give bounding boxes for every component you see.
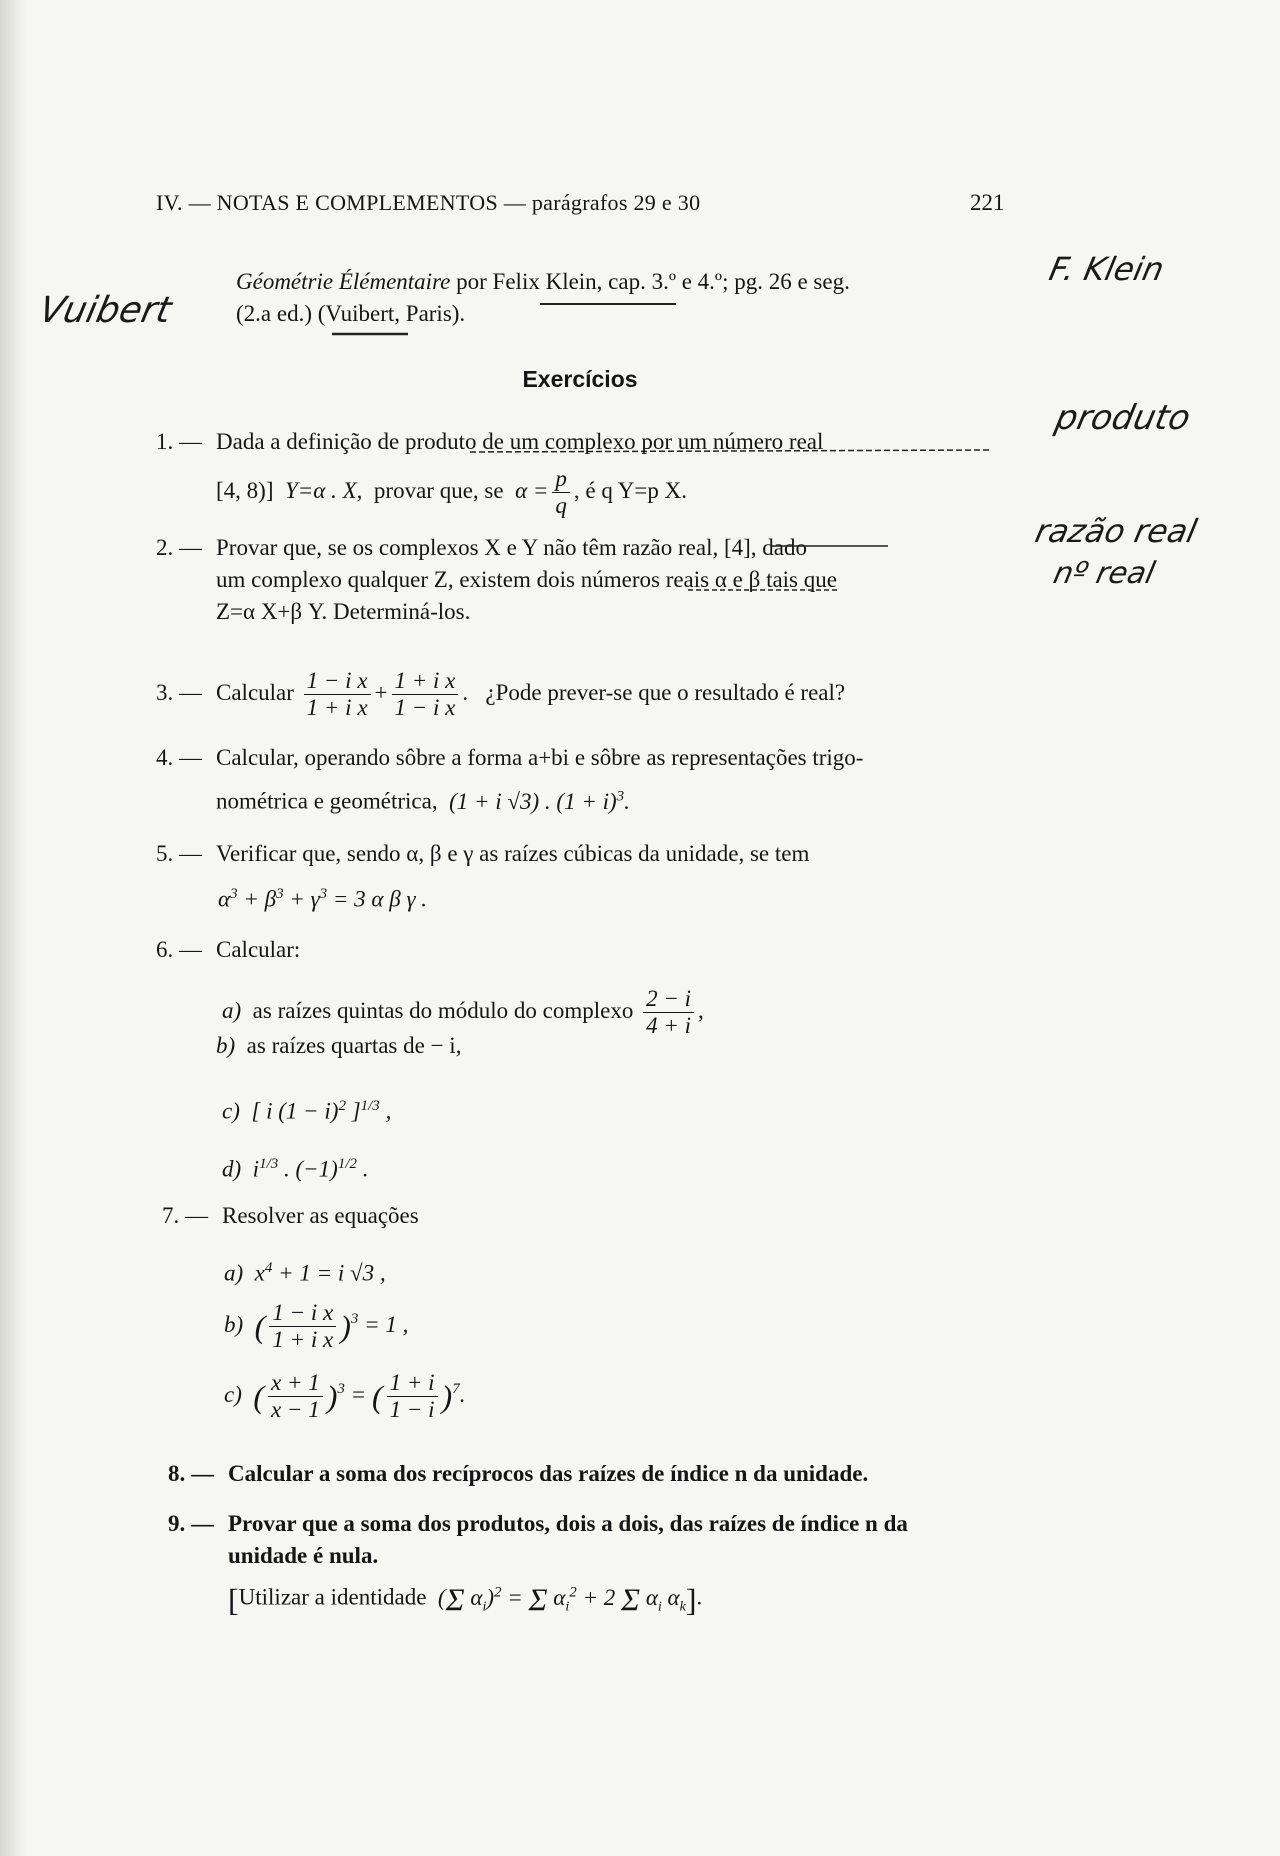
exercise-6d: d) $i^{1/3}$ . $(-1)^{1/2}$ .: [222, 1156, 369, 1182]
formula: Y=α . X,: [279, 477, 369, 503]
exercise-number: 8. —: [168, 1461, 214, 1486]
item-text: as raízes quartas de − i,: [246, 1033, 462, 1058]
exercise-text: Dada a definição de produto de um complexo por um número real: [216, 429, 824, 454]
exercise-6c: c) [ i $(1 - i)^2$ ]$^{1/3}$ ,: [222, 1098, 392, 1124]
exercise-number: 3. —: [156, 679, 202, 705]
exercise-number: 2. —: [156, 535, 202, 560]
exercise-3: 3. — Calcular $\frac{\text{1 − i x}}{\text{1 + i x}}$ + $\frac{\text{1 + i x}}{\text{1 − i x}}$ . ¿Pode prever-se que o resultado é real?: [156, 668, 846, 720]
exercise-9-hint: [Utilizar a identidade (Σ $\alpha_i)^2 = \Sigma$ $\alpha_i^2 + 2$ Σ $\alpha_i$ $\alpha_k$].: [228, 1581, 703, 1618]
exercise-text: Resolver as equações: [222, 1203, 419, 1228]
exercise-number: 6. —: [156, 937, 202, 962]
exercise-text: ¿Pode prever-se que o resultado é real?: [485, 679, 846, 705]
exercise-6b: b) as raízes quartas de − i,: [216, 1033, 462, 1058]
exercise-2-line3: Z=α X+β Y. Determiná-los.: [216, 599, 471, 624]
exercise-text: Utilizar a identidade: [238, 1584, 427, 1610]
exercise-number: 9. —: [168, 1511, 214, 1536]
margin-note-right: produto: [1051, 398, 1194, 438]
reference-edition: (2.a ed.) (Vuibert, Paris).: [236, 301, 466, 326]
exercise-text: Provar que, se os complexos X e Y não têm razão real, [4], dado: [216, 535, 807, 560]
exercise-2-line2: um complexo qualquer Z, existem dois números reais α e β tais que: [216, 567, 837, 592]
formula: (1 + i √3) . $(1 + i)^3$.: [443, 788, 630, 814]
exercise-number: 5. —: [156, 841, 202, 866]
fraction: $\frac{\text{1 − i x}}{\text{1 + i x}}$: [304, 668, 371, 721]
running-header: IV. — NOTAS E COMPLEMENTOS — parágrafos 29 e 30: [156, 190, 701, 215]
exercise-number: 1. —: [156, 429, 202, 454]
exercise-text: Calcular: [216, 679, 294, 705]
reference-details: por Felix Klein, cap. 3.º e 4.º; pg. 26 e seg.: [456, 269, 850, 294]
exercise-7c: c) ( $\frac{x + 1}{x - 1}$ )$^3$ = ( $\frac{1 + i}{1 - i}$ )$^7$.: [224, 1370, 466, 1422]
formula: α =: [509, 477, 549, 503]
exercise-text: nométrica e geométrica,: [216, 788, 438, 814]
exercise-text: Calcular, operando sôbre a forma a+bi e sôbre as representações trigo-: [216, 745, 864, 770]
exercise-number: 7. —: [162, 1203, 208, 1228]
margin-note-right: nº real: [1050, 556, 1158, 591]
formula: $\alpha^3 + \beta^3 + \gamma^3 = 3$ α β γ .: [218, 886, 428, 912]
exercise-text: Calcular a soma dos recíprocos das raízes de índice n da unidade.: [228, 1461, 869, 1486]
exercise-text: Provar que a soma dos produtos, dois a dois, das raízes de índice n da: [228, 1511, 908, 1536]
page-number: 221: [970, 190, 1005, 215]
reference-bracket: [4, 8)]: [216, 477, 274, 503]
exercise-text: , é q Y=p X.: [573, 477, 687, 503]
exercise-7b: b) ( $\frac{\text{1 − i x}}{\text{1 + i x}}$ )$^3$ = 1 ,: [224, 1300, 409, 1352]
fraction: $\frac{2 - i}{4 + i}$: [643, 986, 694, 1039]
exercise-number: 4. —: [156, 745, 202, 770]
margin-note-right: F. Klein: [1045, 250, 1168, 288]
margin-note-right: razão real: [1031, 512, 1201, 550]
item-text: as raízes quintas do módulo do complexo: [252, 997, 634, 1023]
fraction: $\frac{p}{q}$: [552, 466, 570, 519]
exercise-text: Verificar que, sendo α, β e γ as raízes cúbicas da unidade, se tem: [216, 841, 810, 866]
margin-note-left: Vuibert: [35, 290, 176, 331]
fraction: $\frac{\text{1 + i x}}{\text{1 − i x}}$: [392, 668, 459, 721]
section-title: Exercícios: [522, 366, 638, 392]
reference-title: Géométrie Élémentaire: [236, 269, 451, 294]
exercise-7a: a) $x^4 + 1 = i$ √3 ,: [224, 1260, 386, 1286]
exercise-9-line2: unidade é nula.: [228, 1543, 379, 1568]
exercise-6a: a) as raízes quintas do módulo do complexo $\frac{2 - i}{4 + i}$ ,: [222, 986, 704, 1038]
exercise-text: Calcular:: [216, 937, 301, 962]
exercise-text: provar que, se: [373, 477, 504, 503]
